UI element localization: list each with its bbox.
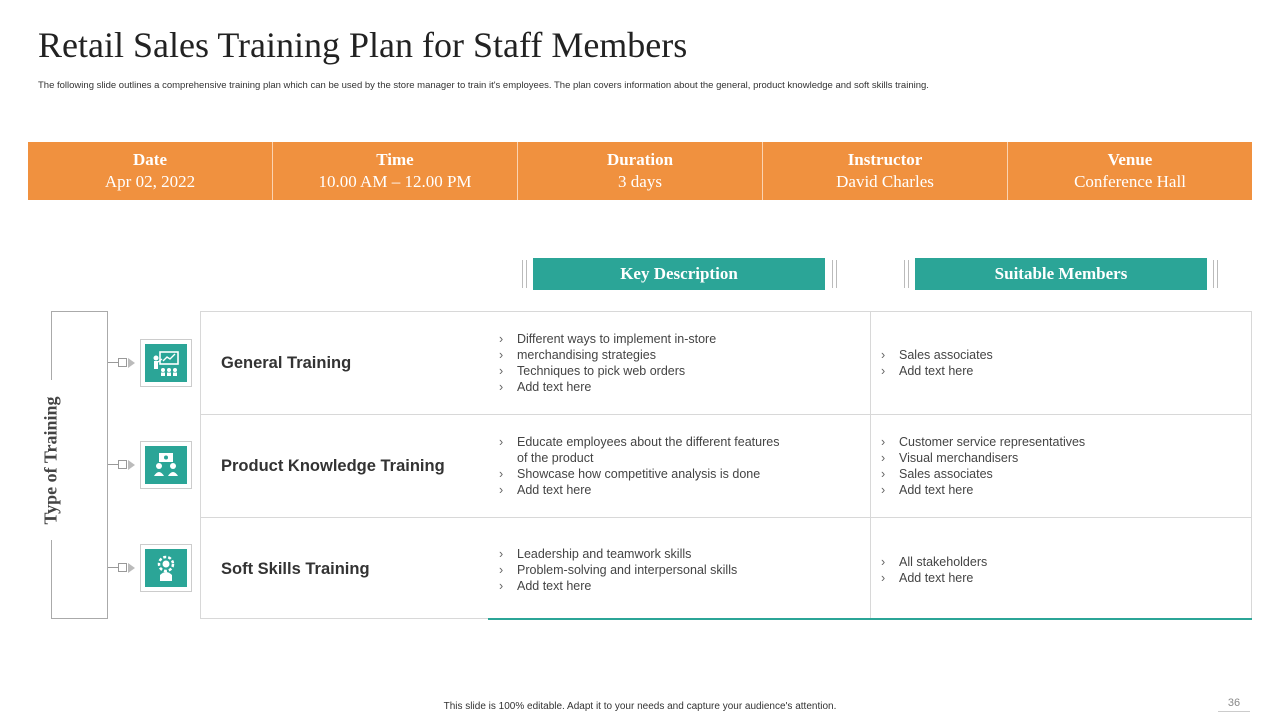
suitable-members-header: Suitable Members [915,258,1207,290]
icon-box [140,544,192,592]
list-item: › Sales associates [881,467,993,481]
info-label: Duration [606,150,674,169]
description-list [499,415,869,517]
type-of-training-label: Type of Training [40,395,61,525]
list-item: › Problem-solving and interpersonal skills [499,562,738,577]
list-item: › Leadership and teamwork skills [499,546,692,561]
description-list [499,518,869,621]
list-item: › Add text here [881,483,974,497]
members-list [881,312,1241,414]
accent-line [488,618,1252,620]
info-time [273,142,518,200]
members-list [881,415,1241,517]
info-duration [518,142,763,200]
list-item: › Showcase how competitive analysis is done [499,467,761,481]
info-bar [28,142,1252,200]
row-title: General Training [221,353,352,372]
presentation-icon [145,344,187,382]
list-item: › merchandising strategies [499,348,656,362]
list-item: › Add text here [881,364,974,378]
info-label: Date [133,150,167,169]
header-tick [836,260,837,288]
info-instructor [763,142,1008,200]
page-number: 36 [1218,697,1250,712]
table-row [201,415,1251,518]
icon-box [140,441,192,489]
list-item: › Add text here [881,570,974,585]
info-venue [1008,142,1252,200]
info-value: Conference Hall [1074,172,1186,191]
page-subtitle: The following slide outlines a comprehensive training plan which can be used by the store manager to train it's employees. The plan covers information about the general, product knowledge and soft skills training. [38,80,929,91]
header-tick [1213,260,1214,288]
members-list [881,518,1241,621]
footer-note: This slide is 100% editable. Adapt it to your needs and capture your audience's attention. [443,701,837,712]
list-item: › Customer service representatives [881,435,1086,449]
info-label: Venue [1107,150,1153,169]
key-description-header: Key Description [533,258,825,290]
page-title: Retail Sales Training Plan for Staff Members [38,25,688,65]
header-tick [1217,260,1218,288]
list-item: › Different ways to implement in-store [499,332,717,346]
list-item: of the product [517,451,594,465]
table-row [201,312,1251,415]
row-title: Product Knowledge Training [221,456,445,475]
connector [108,562,138,574]
list-item: › Techniques to pick web orders [499,364,686,378]
list-item: › Sales associates [881,348,993,362]
info-value: Apr 02, 2022 [104,172,196,191]
header-tick [522,260,523,288]
description-list [499,312,869,414]
row-title: Soft Skills Training [221,560,370,578]
table-row [201,518,1251,621]
list-item: › Add text here [499,483,592,497]
list-item: › Visual merchandisers [881,451,1019,465]
info-label: Time [376,150,414,169]
list-item: › Educate employees about the different features [499,435,780,449]
list-item: › Add text here [499,578,592,593]
header-tick [526,260,527,288]
info-label: Instructor [847,150,923,169]
list-item: › Add text here [499,380,592,394]
header-tick [832,260,833,288]
header-tick [904,260,905,288]
header-tick [908,260,909,288]
info-value: 3 days [618,172,662,191]
connector [108,459,138,471]
info-value: David Charles [836,172,934,191]
training-table [200,311,1252,619]
type-label-wrap [26,380,76,540]
icon-box [140,339,192,387]
info-date [28,142,273,200]
team-icon [145,446,187,484]
connector [108,357,138,369]
person-gear-icon [145,549,187,587]
info-value: 10.00 AM – 12.00 PM [318,172,472,191]
list-item: › All stakeholders [881,554,988,569]
